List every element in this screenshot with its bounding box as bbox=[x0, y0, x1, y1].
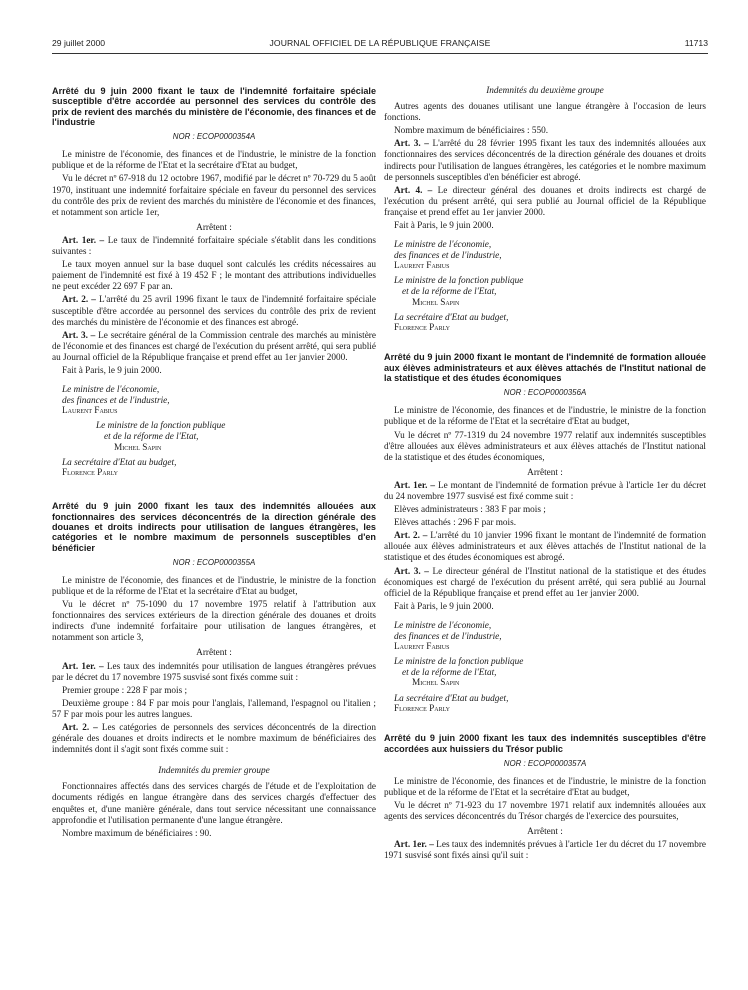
nor-reference: NOR : ECOP0000357A bbox=[503, 758, 587, 768]
article-1: Art. 1er. – Le taux de l'indemnité forfaitaire spéciale s'établit dans les conditions suivantes : bbox=[52, 235, 376, 258]
article-1: Art. 1er. – Le montant de l'indemnité de formation prévue à l'article 1er du décret du 24 novembre 1977 susvisé est fixé comme suit : bbox=[384, 480, 706, 503]
visa: Vu le décret nº 67-918 du 12 octobre 1967, modifié par le décret nº 70-729 du 5 août 1970, instituant une indemnité forfaitaire spéciale en faveur du personnel des services du contrôle des prix de revient des marchés du ministère de l'économie et des finances, et notamment son article 1er, bbox=[52, 174, 376, 218]
first-group-text: Fonctionnaires affectés dans des services chargés de l'étude et de l'exploitation de documents rédigés en langue étrangère dans des services chargés d'effectuer des enquêtes et, d'une manière générale, dans tout service nécessitant une connaissance approfondie et l'utilisation permanente d'une langue étrangère. bbox=[52, 782, 376, 826]
signature-budget: La secrétaire d'Etat au budget, Florence Parly bbox=[394, 693, 509, 715]
arrete-355a bbox=[52, 501, 376, 840]
group-1-rate: Premier groupe : 228 F par mois ; bbox=[62, 685, 188, 696]
preamble: Le ministre de l'économie, des finances et de l'industrie, le ministre de la fonction publique et de la réforme de l'Etat et la secrétaire d'Etat au budget, bbox=[384, 406, 706, 428]
article-3: Art. 3. – L'arrêté du 28 février 1995 fixant les taux des indemnités allouées aux fonctionnaires des services déconcentrés de la direction générale des douanes et droits indirects pour l'utilisation de langues étrangères, les catégories et le nombre maximum de personnels susceptibles d'en bénéficier est abrogé. bbox=[384, 139, 706, 183]
fait-a-paris: Fait à Paris, le 9 juin 2000. bbox=[394, 601, 494, 612]
nor-reference: NOR : ECOP0000354A bbox=[172, 132, 256, 142]
signature-budget: La secrétaire d'Etat au budget, Florence Parly bbox=[394, 312, 509, 334]
signature-economie: Le ministre de l'économie, des finances et de l'industrie, Laurent Fabius bbox=[394, 240, 502, 272]
preamble: Le ministre de l'économie, des finances et de l'industrie, le ministre de la fonction publique et de la réforme de l'Etat et la secrétaire d'Etat au budget, bbox=[52, 150, 376, 172]
header-page-number: 11713 bbox=[684, 38, 708, 48]
first-group-max: Nombre maximum de bénéficiaires : 90. bbox=[62, 828, 212, 839]
arretent-heading: Arrêtent : bbox=[196, 222, 232, 233]
visa: Vu le décret nº 75-1090 du 17 novembre 1975 relatif à l'attribution aux fonctionnaires des services extérieurs de la direction générale des douanes et droits indirects d'une indemnité forfaitaire pour utilisation de langues étrangères, et notamment son article 3, bbox=[52, 600, 376, 644]
arrete-title: Arrêté du 9 juin 2000 fixant les taux des indemnités allouées aux fonctionnaires des services déconcentrés de la direction générale des douanes et droits indirects pour utilisation de langues étrangères, les catégories et le nombre maximum de personnels susceptibles d'en bénéficier bbox=[52, 501, 376, 553]
signature-economie: Le ministre de l'économie, des finances et de l'industrie, Laurent Fabius bbox=[62, 385, 170, 417]
fait-a-paris: Fait à Paris, le 9 juin 2000. bbox=[394, 221, 494, 232]
second-group-text: Autres agents des douanes utilisant une langue étrangère à l'occasion de leurs fonctions. bbox=[384, 102, 706, 124]
group-2-rate: Deuxième groupe : 84 F par mois pour l'anglais, l'allemand, l'espagnol ou l'italien ; 57 F par mois pour les autres langues. bbox=[52, 698, 376, 720]
arrete-357a bbox=[384, 733, 706, 862]
eleves-attaches: Elèves attachés : 296 F par mois. bbox=[394, 518, 517, 529]
header-journal-title: JOURNAL OFFICIEL DE LA RÉPUBLIQUE FRANÇAISE bbox=[269, 38, 491, 48]
arrete-title: Arrêté du 9 juin 2000 fixant le montant de l'indemnité de formation allouée aux élèves administrateurs et aux élèves attachés de l'Institut national de la statistique et des études économiques bbox=[384, 352, 706, 383]
article-3: Art. 3. – Le directeur général de l'Institut national de la statistique et des études économiques est chargé de l'exécution du présent arrêté, qui sera publié au Journal officiel de la République française et prend effet au 1er janvier 2000. bbox=[384, 566, 706, 599]
arretent-heading: Arrêtent : bbox=[527, 827, 563, 838]
signature-fonction-publique: Le ministre de la fonction publique et de la réforme de l'Etat, Michel Sapin bbox=[394, 276, 524, 308]
article-1: Art. 1er. – Les taux des indemnités pour utilisation de langues étrangères prévues par le décret du 17 novembre 1975 susvisé sont fixés comme suit : bbox=[52, 661, 376, 683]
arretent-heading: Arrêtent : bbox=[196, 648, 232, 659]
arrete-title: Arrêté du 9 juin 2000 fixant le taux de l'indemnité forfaitaire spéciale susceptible d'être accordée au personnel des services du contrôle des prix de revient des marchés du ministère de l'économie, des finances et de l'industrie bbox=[52, 86, 376, 127]
subheading-second-group: Indemnités du deuxième groupe bbox=[486, 86, 604, 96]
signature-fonction-publique: Le ministre de la fonction publique et de la réforme de l'Etat, Michel Sapin bbox=[96, 421, 226, 453]
preamble: Le ministre de l'économie, des finances et de l'industrie, le ministre de la fonction publique et de la réforme de l'Etat et la secrétaire d'Etat au budget, bbox=[52, 575, 376, 597]
nor-reference: NOR : ECOP0000355A bbox=[172, 557, 256, 567]
header-rule bbox=[52, 53, 708, 54]
article-1-text: Le taux moyen annuel sur la base duquel sont calculés les crédits nécessaires au paiement de l'indemnité est fixé à 19 452 F ; le montant des attributions individuelles ne peut excéder 22 697 F par an. bbox=[52, 260, 376, 293]
article-1: Art. 1er. – Les taux des indemnités prévues à l'article 1er du décret du 17 novembre 1971 susvisé sont fixés ainsi qu'il suit : bbox=[384, 840, 707, 862]
article-2: Art. 2. – Les catégories de personnels des services déconcentrés de la direction générale des douanes et droits indirects et le nombre maximum de bénéficiaires des indemnités dont il s'agit sont fixés comme suit : bbox=[52, 723, 376, 756]
article-3: Art. 3. – Le secrétaire général de la Commission centrale des marchés au ministère de l'économie et des finances est chargé de l'exécution du présent arrêté, qui sera publié au Journal officiel de la République française et prend effet au 1er janvier 2000. bbox=[52, 330, 376, 363]
page-header bbox=[52, 38, 708, 52]
preamble: Le ministre de l'économie, des finances et de l'industrie, le ministre de la fonction publique et de la réforme de l'Etat et la secrétaire d'Etat au budget, bbox=[384, 776, 706, 798]
arrete-355a-continued bbox=[384, 86, 706, 334]
article-2: Art. 2. – L'arrêté du 25 avril 1996 fixant le taux de l'indemnité forfaitaire spéciale susceptible d'être accordée au personnel des services du contrôle des prix de revient des marchés du ministère de l'économie et des finances est abrogé. bbox=[52, 295, 376, 328]
header-date: 29 juillet 2000 bbox=[52, 38, 106, 48]
article-4: Art. 4. – Le directeur général des douanes et droits indirects est chargé de l'exécution du présent arrêté, qui sera publié au Journal officiel de la République française et prend effet au 1er janvier 2000. bbox=[384, 185, 706, 218]
arrete-title: Arrêté du 9 juin 2000 fixant les taux des indemnités susceptibles d'être accordées aux huissiers du Trésor public bbox=[384, 733, 706, 754]
second-group-max: Nombre maximum de bénéficiaires : 550. bbox=[394, 126, 549, 137]
fait-a-paris: Fait à Paris, le 9 juin 2000. bbox=[62, 365, 162, 376]
nor-reference: NOR : ECOP0000356A bbox=[503, 388, 587, 398]
arrete-356a bbox=[384, 352, 706, 715]
left-column bbox=[52, 86, 376, 842]
visa: Vu le décret nº 71-923 du 17 novembre 1971 relatif aux indemnités allouées aux agents des services déconcentrés du Trésor chargés de l'exercice des poursuites, bbox=[384, 801, 706, 823]
arrete-354a bbox=[52, 86, 376, 479]
eleves-administrateurs: Elèves administrateurs : 383 F par mois ; bbox=[394, 505, 546, 516]
visa: Vu le décret nº 77-1319 du 24 novembre 1977 relatif aux indemnités susceptibles d'être allouées aux élèves administrateurs et aux élèves attachés de l'Institut national de la statistique et des études économiques, bbox=[384, 430, 706, 463]
signature-fonction-publique: Le ministre de la fonction publique et de la réforme de l'Etat, Michel Sapin bbox=[394, 657, 524, 689]
signature-economie: Le ministre de l'économie, des finances et de l'industrie, Laurent Fabius bbox=[394, 620, 502, 653]
signature-budget: La secrétaire d'Etat au budget, Florence Parly bbox=[62, 457, 177, 479]
article-2: Art. 2. – L'arrêté du 10 janvier 1996 fixant le montant de l'indemnité de formation allouée aux élèves administrateurs et aux élèves attachés de l'Institut national de la statistique et des études économiques est abrogé. bbox=[384, 531, 706, 564]
arretent-heading: Arrêtent : bbox=[527, 467, 563, 478]
right-column bbox=[384, 86, 706, 865]
subheading-first-group: Indemnités du premier groupe bbox=[158, 766, 270, 777]
